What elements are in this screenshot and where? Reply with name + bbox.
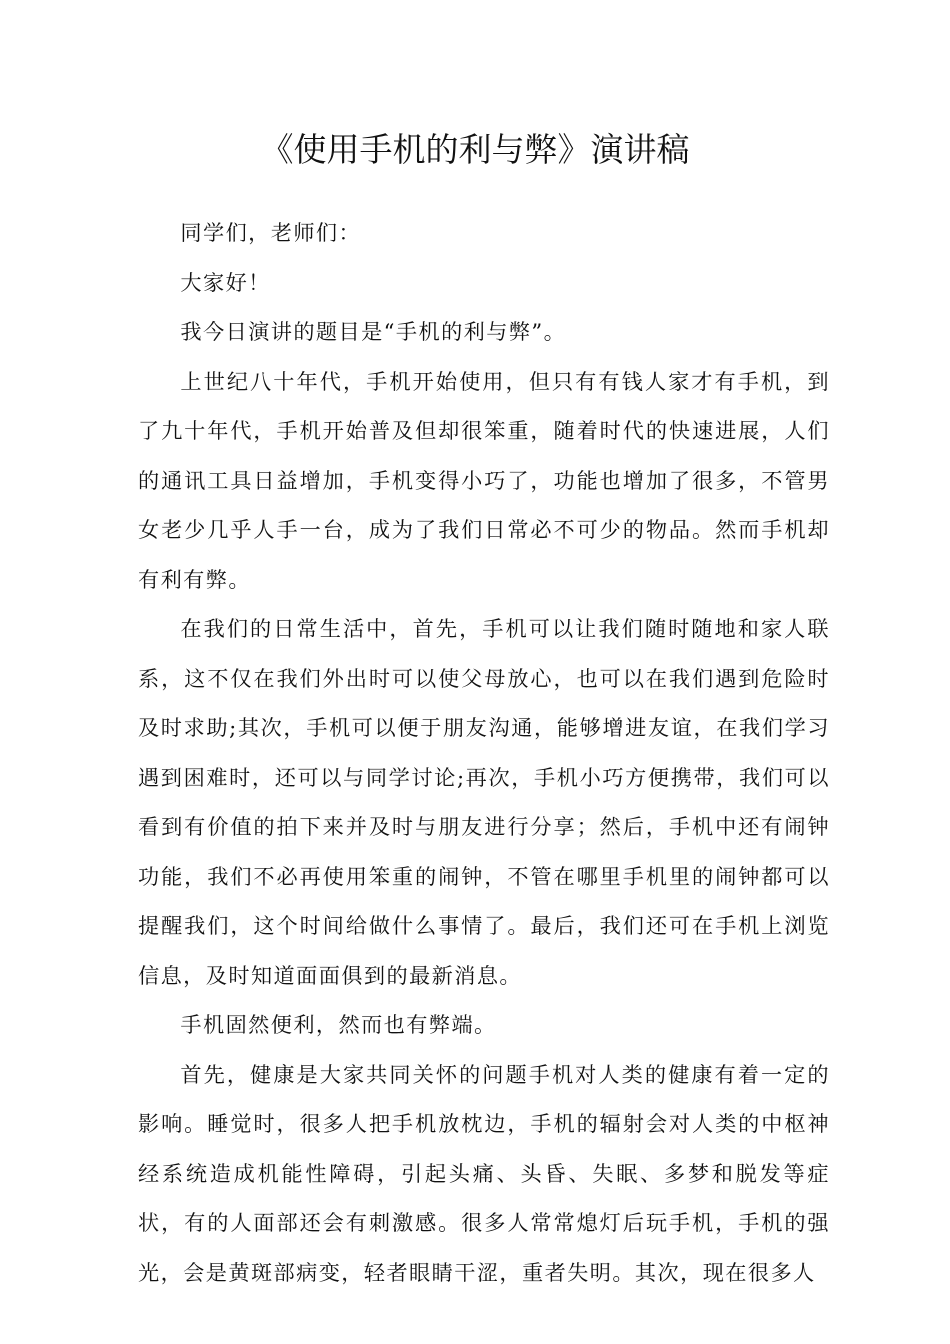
greeting-paragraph: 大家好！ — [180, 269, 271, 295]
salutation-paragraph: 同学们，老师们： — [180, 220, 362, 245]
advantages-paragraph: 在我们的日常生活中，首先，手机可以让我们随时随地和家人联系，这不仅在我们外出时可以使父母放心，也可以在我们遇到危险时及时求助;其次，手机可以便于朋友沟通，能够增进友谊，在我们学习遇到困难时，还可以与同学讨论;再次，手机小巧方便携带，我们可以看到有价值的拍下来并及时与朋友进行分享；然后，手机中还有闹钟功能，我们不必再使用笨重的闹钟，不管在哪里手机里的闹钟都可以提醒我们，这个时间给做什么事情了。最后，我们还可在手机上浏览信息，及时知道面面俱到的最新消息。 — [138, 616, 830, 988]
topic-paragraph: 我今日演讲的题目是“手机的利与弊”。 — [180, 319, 567, 344]
transition-paragraph: 手机固然便利，然而也有弊端。 — [180, 1012, 497, 1037]
history-paragraph: 上世纪八十年代，手机开始使用，但只有有钱人家才有手机，到了九十年代，手机开始普及但却很笨重，随着时代的快速进展，人们的通讯工具日益增加，手机变得小巧了，功能也增加了很多，不管男女老少几乎人手一台，成为了我们日常必不可少的物品。然而手机却有利有弊。 — [138, 368, 830, 592]
disadvantages-paragraph: 首先，健康是大家共同关怀的问题手机对人类的健康有着一定的影响。睡觉时，很多人把手机放枕边，手机的辐射会对人类的中枢神经系统造成机能性障碍，引起头痛、头昏、失眠、多梦和脱发等症状，有的人面部还会有刺激感。很多人常常熄灯后玩手机，手机的强光，会是黄斑部病变，轻者眼睛干涩，重者失明。其次，现在很多人 — [138, 1061, 830, 1285]
document-body — [138, 208, 830, 1297]
document-title: 《使用手机的利与弊》演讲稿 — [260, 130, 690, 169]
